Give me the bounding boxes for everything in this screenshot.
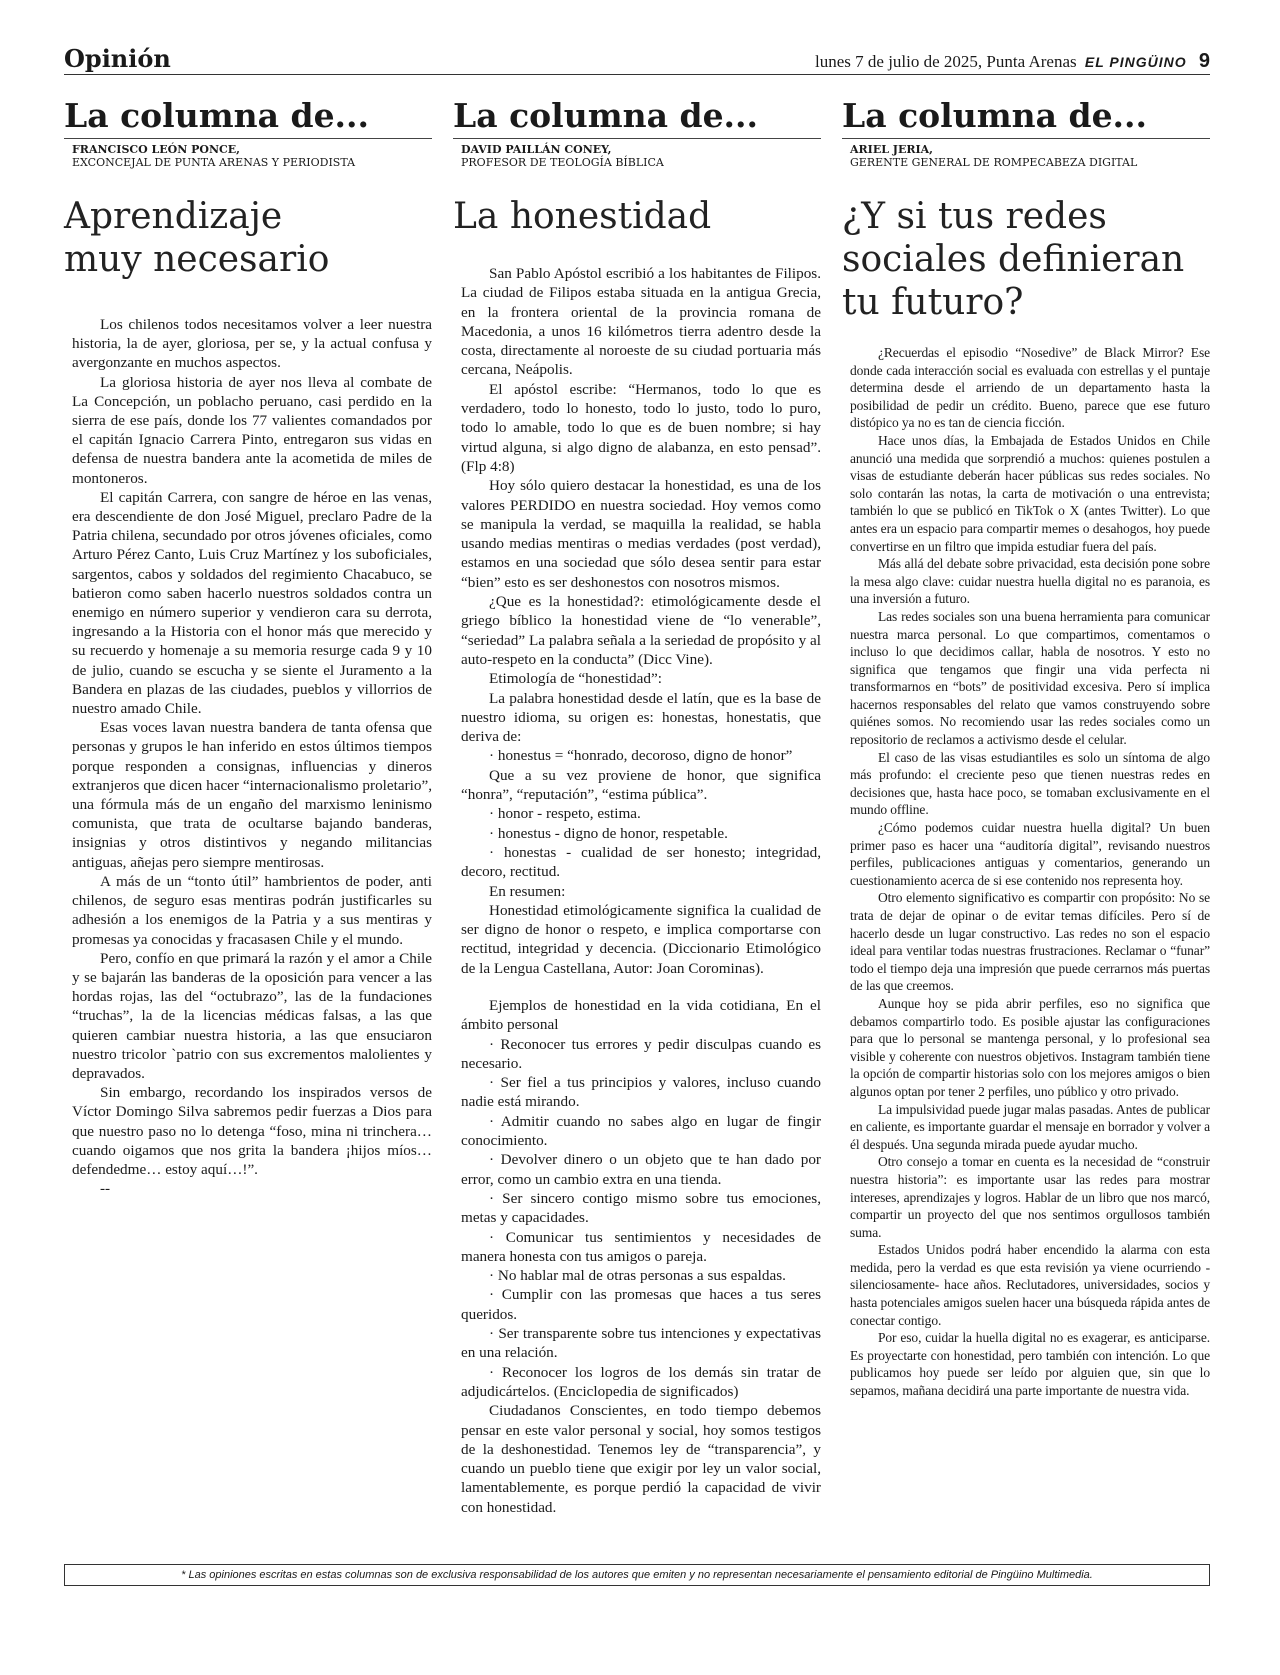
column-author-role: EXCONCEJAL DE PUNTA ARENAS Y PERIODISTA bbox=[72, 156, 356, 169]
paragraph: El caso de las visas estudiantiles es solo un síntoma de algo más profundo: el creciente peso que tienen nuestras redes en decisiones que, hasta hace poco, se tomaban exclusivamente en el mundo offline. bbox=[850, 749, 1210, 818]
paragraph: A más de un “tonto útil” hambrientos de poder, anti chilenos, de seguro esas mentiras podrán justificarles su adhesión a los enemigos de la Patria y a sus mentiras y promesas ya conocidas y fracasasen Chile y el mundo. bbox=[72, 872, 432, 948]
paragraph: Otro elemento significativo es compartir con propósito: No se trata de dejar de opinar o de evitar temas difíciles. Pero sí de hacerlo desde un lugar constructivo. Las redes no son el espacio ideal para ventilar todas nuestras frustraciones. Reclamar o “funar” todo el tiempo deja una impresión que puede cerrarnos más puertas de las que creemos. bbox=[850, 890, 1210, 994]
paragraph: Hace unos días, la Embajada de Estados Unidos en Chile anunció una medida que sorprendió a muchos: quienes postulen a visas de estudiante deberán hacer públicas sus redes sociales. No solo contarán las notas, la carta de motivación o una entrevista; también lo que se publicó en TikTok o X (antes Twitter). Lo que antes era un espacio para compartir memes o desahogos, hoy puede convertirse en un filtro que impida estudiar fuera del país. bbox=[850, 432, 1210, 554]
paragraph: · honestus - digno de honor, respetable. bbox=[489, 824, 728, 842]
paragraph: Honestidad etimológicamente significa la cualidad de ser digno de honor o respeto, e implica comportarse con rectitud, integridad y decencia. (Diccionario Etimológico de la Lengua Castellana, Autor: Joan Corominas). bbox=[461, 901, 821, 977]
column-headline: Aprendizaje muy necesario bbox=[64, 196, 330, 280]
page-header bbox=[64, 46, 1210, 75]
paragraph: · Cumplir con las promesas que haces a tus seres queridos. bbox=[461, 1286, 821, 1323]
paragraph: Ejemplos de honestidad en la vida cotidiana, En el ámbito personal bbox=[461, 996, 821, 1034]
paragraph: · Comunicar tus sentimientos y necesidades de manera honesta con tus amigos o pareja. bbox=[461, 1228, 821, 1265]
paragraph: La gloriosa historia de ayer nos lleva al combate de La Concepción, un poblacho peruano, casi perdido en la sierra de ese país, donde los 77 valientes comandados por el capitán Ignacio Carrera Pinto, entregaron sus vidas en defensa de nuestra bandera ante la acometida de miles de montoneros. bbox=[72, 373, 432, 487]
column-leon bbox=[64, 96, 432, 1198]
paragraph: Etimología de “honestidad”: bbox=[489, 670, 662, 688]
column-kicker: La columna de... bbox=[842, 96, 1210, 139]
paragraph: La palabra honestidad desde el latín, que es la base de nuestro idioma, su origen es: honestas, honestatis, que deriva de: bbox=[461, 689, 821, 746]
paragraph: · honestus = “honrado, decoroso, digno de honor” bbox=[489, 747, 793, 765]
column-author-role: GERENTE GENERAL DE ROMPECABEZA DIGITAL bbox=[850, 156, 1138, 169]
paragraph: Sin embargo, recordando los inspirados versos de Víctor Domingo Silva sabremos pedir fuerzas a Dios para que nuestro paso no lo detenga “foso, mina ni trinchera…cuando oigamos que nos grita la bandera ¡hijos míos…defendedme… estoy aquí…!”. bbox=[72, 1084, 432, 1178]
paragraph bbox=[461, 978, 821, 996]
paragraph: -- bbox=[100, 1180, 111, 1198]
page-number: 9 bbox=[1198, 50, 1210, 72]
paragraph: Las redes sociales son una buena herramienta para comunicar nuestra marca personal. Lo que compartimos, comentamos o incluso lo que decidimos callar, habla de nosotros. Y esto no significa que tengamos que fingir una vida perfecta ni transformarnos en “bots” de positividad excesiva. Pero sí implica hacernos responsables del relato que vamos construyendo sobre quiénes somos. No recomiendo usar las redes sociales como un repositorio de reclamos a activismo desde el celular. bbox=[850, 608, 1210, 748]
column-jeria bbox=[842, 96, 1210, 1400]
column-kicker: La columna de... bbox=[64, 96, 432, 139]
paragraph: Que a su vez proviene de honor, que significa “honra”, “reputación”, “estima pública”. bbox=[461, 766, 821, 804]
column-author: DAVID PAILLÁN CONEY, bbox=[461, 143, 612, 156]
paragraph: Por eso, cuidar la huella digital no es exagerar, es anticiparse. Es proyectarte con honestidad, pero también con intención. Lo que publicamos hoy puede ser leído por alguien que, sin que lo sepamos, mañana decidirá una parte importante de nuestra vida. bbox=[850, 1330, 1210, 1399]
column-kicker: La columna de... bbox=[453, 96, 821, 139]
paragraph: · Ser fiel a tus principios y valores, incluso cuando nadie está mirando. bbox=[461, 1074, 821, 1111]
paragraph: El apóstol escribe: “Hermanos, todo lo que es verdadero, todo lo honesto, todo lo justo, todo lo puro, todo lo amable, todo lo que es de buen nombre; si hay virtud alguna, si algo digno de alabanza, en esto pensad”.(Flp 4:8) bbox=[461, 380, 821, 475]
paragraph: ¿Recuerdas el episodio “Nosedive” de Black Mirror? Ese donde cada interacción social es evaluada con estrellas y el puntaje determina desde el arriendo de un departamento hasta la posibilidad de pedir un crédito. Bueno, parece que ese futuro distópico ya no es tan de ciencia ficción. bbox=[850, 345, 1210, 431]
column-paillan bbox=[453, 96, 821, 1517]
paragraph: · Admitir cuando no sabes algo en lugar de fingir conocimiento. bbox=[461, 1112, 821, 1150]
column-body bbox=[64, 315, 432, 1198]
paragraph: Otro consejo a tomar en cuenta es la necesidad de “construir nuestra historia”: es importante usar las redes para mostrar intereses, aprendizajes y logros. Hablar de un libro que nos marcó, compartir un proyecto del que nos sentimos orgullosos también suma. bbox=[850, 1154, 1210, 1240]
paragraph: ¿Cómo podemos cuidar nuestra huella digital? Un buen primer paso es hacer una “auditoría digital”, revisando nuestros perfiles, publicaciones antiguas y comentarios, generando un cuestionamiento acerca de si ese contenido nos representa hoy. bbox=[850, 820, 1210, 888]
column-headline: La honestidad bbox=[453, 196, 712, 237]
paragraph: Pero, confío en que primará la razón y el amor a Chile y se bajarán las banderas de la oposición para vencer a las hordas rojas, las del “octubrazo”, las de la fundaciones “truchas”, la de la licencias médicas falsas, a las que quieren cambiar nuestra historia, a las que ensuciaron nuestro tricolor `patrio con sus excrementos malolientes y depravados. bbox=[72, 949, 432, 1082]
paragraph: En resumen: bbox=[489, 882, 566, 900]
paragraph: · Reconocer tus errores y pedir disculpas cuando es necesario. bbox=[461, 1035, 821, 1072]
disclaimer-box: * Las opiniones escritas en estas columnas son de exclusiva responsabilidad de los autores que emiten y no representan necesariamente el pensamiento editorial de Pingüino Multimedia. bbox=[64, 1564, 1210, 1586]
paragraph: El capitán Carrera, con sangre de héroe en las venas, era descendiente de don José Miguel, preclaro Padre de la Patria chilena, secundado por otros jóvenes oficiales, como Arturo Pérez Canto, Luis Cruz Martínez y los suboficiales, sargentos, cabos y soldados del regimiento Chacabuco, se batieron como saben hacerlo nuestros soldados contra un enemigo en número superior y vendieron cara su derrota, ingresando a la Historia con el honor más que merecido y su recuerdo y homenaje a su memoria resurge cada 9 y 10 de julio, cuando se escucha y se siente el Juramento a la Bandera en plazas de las ciudades, pueblos y villorrios de nuestro amado Chile. bbox=[72, 488, 432, 718]
paragraph: Más allá del debate sobre privacidad, esta decisión pone sobre la mesa algo clave: cuidar nuestra huella digital no es paranoia, es una inversión a futuro. bbox=[850, 556, 1210, 607]
column-author-role: PROFESOR DE TEOLOGÍA BÍBLICA bbox=[461, 156, 664, 169]
column-author: ARIEL JERIA, bbox=[850, 143, 934, 156]
paragraph: Esas voces lavan nuestra bandera de tanta ofensa que personas y grupos le han inferido en estos últimos tiempos porque responden a consignas, influencias y dineros extranjeros que dicen hacer “internacionalismo proletario”, una fórmula más de un engaño del marxismo leninismo comunista, que trata de ocultarse bajando banderas, insignias y otros distintivos y negando militancias antiguas, añejas pero siempre mentirosas. bbox=[72, 719, 432, 871]
paragraph: · Ser transparente sobre tus intenciones y expectativas en una relación. bbox=[461, 1325, 821, 1362]
section-title: Opinión bbox=[64, 44, 171, 73]
column-author: FRANCISCO LEÓN PONCE, bbox=[72, 143, 241, 156]
paragraph: Estados Unidos podrá haber encendido la alarma con esta medida, pero la verdad es que esta revisión ya viene ocurriendo -silenciosamente- hace años. Reclutadores, universidades, socios y hasta potenciales amigos suelen hacer una búsqueda rápida antes de conectar contigo. bbox=[850, 1242, 1210, 1328]
paragraph: · Devolver dinero o un objeto que te han dado por error, como un cambio extra en una tienda. bbox=[461, 1151, 821, 1188]
paragraph: · honestas - cualidad de ser honesto; integridad, decoro, rectitud. bbox=[461, 843, 821, 881]
column-body bbox=[842, 344, 1210, 1400]
column-headline: ¿Y si tus redes sociales definieran tu futuro? bbox=[842, 196, 1185, 323]
date-text: lunes 7 de julio de 2025, Punta Arenas bbox=[815, 52, 1077, 71]
brand-logo: EL PINGÜINO bbox=[1084, 54, 1187, 70]
paragraph: · No hablar mal de otras personas a sus espaldas. bbox=[489, 1267, 786, 1285]
paragraph: La impulsividad puede jugar malas pasadas. Antes de publicar en caliente, es importante guardar el mensaje en borrador y volver a él después. Una segunda mirada puede ayudar mucho. bbox=[850, 1101, 1210, 1152]
paragraph: ¿Que es la honestidad?: etimológicamente desde el griego bíblico la honestidad viene de “lo venerable”, “seriedad” La palabra señala a la seriedad de propósito y al auto-respeto en la conducta” (Dicc Vine). bbox=[461, 593, 821, 668]
paragraph: Ciudadanos Conscientes, en todo tiempo debemos pensar en este valor personal y social, hoy somos testigos de la deshonestidad. Tenemos ley de “transparencia”, y cuando un pueblo tiene que exigir por ley un valor social, lamentablemente, es porque perdió la capacidad de vivir con honestidad. bbox=[461, 1402, 821, 1516]
paragraph: Los chilenos todos necesitamos volver a leer nuestra historia, la de ayer, gloriosa, per se, y la actual confusa y avergonzante en muchos aspectos. bbox=[72, 316, 432, 372]
paragraph: Aunque hoy se pida abrir perfiles, eso no significa que debamos compartirlo todo. Es posible ajustar las configuraciones para que lo personal se mantenga personal, y lo profesional sea visible y coherente con nuestros objetivos. Instagram también tiene la opción de compartir historias solo con los mejores amigos o bien algunos optan por tener 2 perfiles, uno público y otro privado. bbox=[850, 995, 1210, 1099]
paragraph: · Reconocer los logros de los demás sin tratar de adjudicártelos. (Enciclopedia de significados) bbox=[461, 1363, 821, 1400]
column-body bbox=[453, 264, 821, 1517]
paragraph: Hoy sólo quiero destacar la honestidad, es una de los valores PERDIDO en nuestra sociedad. Hoy vemos como se manipula la verdad, se maquilla la realidad, se habla usando medias mentiras o medias verdades (post verdad), estamos en una sociedad que sólo desea sentir para estar “bien” esto es ser deshonestos con nosotros mismos. bbox=[461, 477, 821, 591]
dateline bbox=[815, 50, 1210, 73]
paragraph: · Ser sincero contigo mismo sobre tus emociones, metas y capacidades. bbox=[461, 1189, 821, 1227]
paragraph: San Pablo Apóstol escribió a los habitantes de Filipos. La ciudad de Filipos estaba situada en la antigua Grecia, en la frontera oriental de la provincia romana de Macedonia, a unos 16 kilómetros tierra adentro desde la costa, directamente al noroeste de su ciudad portuaria más cercana, Neápolis. bbox=[461, 265, 821, 379]
paragraph: · honor - respeto, estima. bbox=[489, 805, 641, 823]
